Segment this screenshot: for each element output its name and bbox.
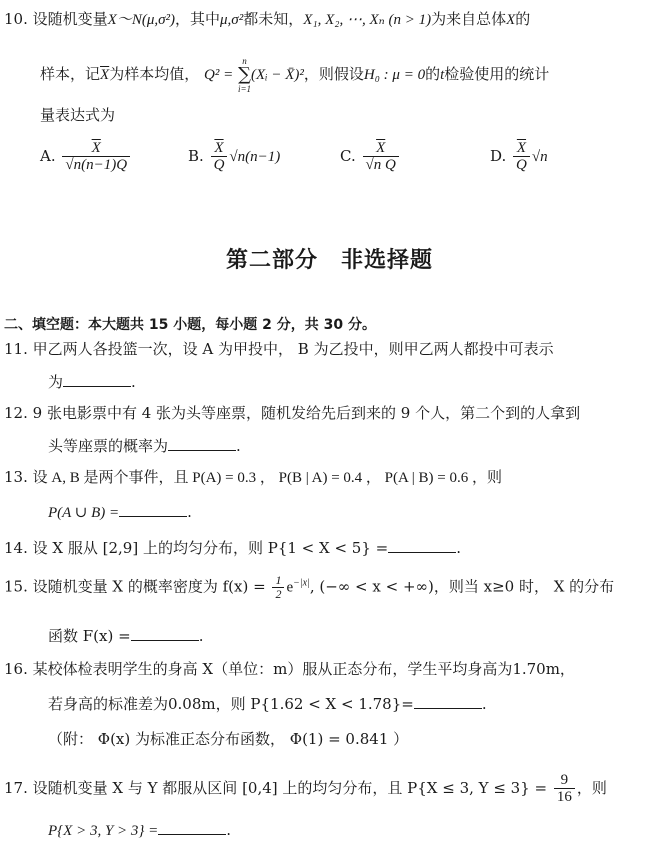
q16-line2 [48,694,487,713]
q11-text: 甲乙两人各投篮一次，设 A 为甲投中， B 为乙投中，则甲乙两人都投中可表示 [32,340,554,358]
q10-xbar: $\overline{X}$ [100,67,110,83]
q17-number: 17. [4,779,28,797]
q13-line1 [4,468,502,487]
fraction-numerator: $\overline{X}$ [91,140,101,156]
q12-line2 [48,436,241,455]
q17-period: . [226,821,232,839]
fraction-denominator: 2 [272,587,284,601]
q12-line1 [4,404,580,422]
q11-line2 [48,372,136,391]
q10-text: ，则假设 [303,65,364,83]
fraction-numerator: 1 [275,573,282,587]
q16-number: 16. [4,660,28,678]
q10-option-a [40,140,132,174]
fraction-numerator: $\overline{X}$ [376,140,386,156]
q15-exp-power: −|x| [293,577,310,589]
q11-answer-blank[interactable] [63,372,131,387]
q17-fraction [554,772,575,806]
fraction-denominator: Q [211,156,228,174]
q10-q-rhs: (Xᵢ − X̄)² [251,67,304,83]
q10-sum-bottom: i=1 [237,84,252,94]
q14-period: . [456,539,461,557]
q15-line2 [48,626,203,645]
q10-text: 的 [425,65,441,83]
q13-text: 设 A, B 是两个事件，且 P(A) = 0.3 ， P(B | A) = 0.4 ， P(A | B) = 0.6 ，则 [32,470,502,486]
q16-answer-blank[interactable] [414,694,482,709]
q10-var-x: X [506,12,516,28]
q16-text: 若身高的标准差为0.08m，则 P{1.62 < X < 1.78}= [48,695,414,713]
q10-option-d [490,140,548,174]
option-d-fraction [513,140,530,174]
fraction-numerator: $\overline{X}$ [214,140,224,156]
q17-line1 [4,772,607,806]
q10-params: μ,σ² [220,12,244,28]
q15-answer-blank[interactable] [131,626,199,641]
q15-line1 [4,574,614,601]
q13-expression: P(A ∪ B) = [48,505,120,521]
q15-exp-base: e [286,579,294,596]
q17-expression: P{X > 3, Y > 3} = [48,823,159,839]
fraction-denominator: 16 [554,788,575,806]
q15-text: 函数 F(x) = [48,627,131,645]
fraction-numerator: $\overline{X}$ [516,140,527,156]
q12-period: . [236,437,241,455]
q13-line2 [48,502,192,522]
q10-text: 为样本均值， [109,65,200,83]
option-label: A. [40,147,56,165]
q13-number: 13. [4,468,28,486]
q10-text: ，其中 [175,10,221,28]
q10-sum-symbol: ∑ [238,64,251,85]
q12-text: 9 张电影票中有 4 张为头等座票，随机发给先后到来的 9 个人，第二个到的人拿到 [32,404,581,422]
option-b-fraction [211,140,228,174]
q10-line2 [40,56,549,94]
q10-option-b [188,140,280,174]
q10-text: 的 [515,10,531,28]
q13-period: . [187,503,192,521]
q10-text: 为来自总体 [431,10,507,28]
q16-period: . [481,695,487,713]
q10-line1 [4,10,530,29]
q10-hypothesis: H₀ : μ = 0 [363,67,426,83]
option-label: D. [490,147,507,165]
q11-line1 [4,340,554,358]
section-two-heading: 二、填空题：本大题共 15 小题，每小题 2 分，共 30 分。 [4,317,376,333]
q10-line3: 量表达式为 [40,106,116,124]
q11-period: . [131,373,136,391]
q12-text: 头等座票的概率为 [48,437,169,455]
q10-sum-top: n [242,56,247,66]
q10-t: t [440,67,445,83]
q17-line2 [48,820,231,840]
fraction-denominator: √n(n−1)Q [62,156,130,174]
q10-text: 都未知， [243,10,304,28]
option-b-radical: √n(n−1) [229,149,281,165]
q10-summation [238,56,251,94]
q15-text: 设随机变量 X 的概率密度为 f(x) = [32,577,266,596]
q10-option-c [340,140,401,174]
q15-number: 15. [4,577,28,596]
q13-answer-blank[interactable] [119,502,187,517]
q15-period: . [198,627,204,645]
option-c-fraction [363,140,399,174]
option-a-fraction [62,140,130,174]
option-label: B. [188,147,204,165]
option-d-radical: √n [531,149,548,165]
q17-answer-blank[interactable] [158,820,226,835]
q10-text: 检验使用的统计 [444,65,550,83]
q11-text: 为 [48,373,64,391]
option-label: C. [340,147,356,165]
q10-q-lhs: Q² = [203,67,234,83]
q14-number: 14. [4,539,28,557]
q17-text: 设随机变量 X 与 Y 都服从区间 [0,4] 上的均匀分布，且 P{X ≤ 3, Y ≤ 3} = [32,779,548,797]
fraction-denominator: Q [513,156,530,174]
fraction-denominator: √n Q [363,156,399,174]
q14-line1 [4,538,461,557]
fraction-numerator: 9 [560,772,569,788]
q10-distribution: X～N(μ,σ²) [107,12,175,28]
q12-answer-blank[interactable] [168,436,236,451]
q14-answer-blank[interactable] [388,538,456,553]
q11-number: 11. [4,340,28,358]
q15-fraction [272,574,284,601]
q16-text: 某校体检表明学生的身高 X（单位：m）服从正态分布，学生平均身高为1.70m， [32,660,575,678]
q10-text: 设随机变量 [32,10,108,28]
q15-text: , (−∞ < x < +∞)，则当 x≥0 时， X 的分布 [309,577,615,596]
q10-text: 样本，记 [40,65,101,83]
q16-line3: （附： Φ(x) 为标准正态分布函数， Φ(1) = 0.841 ） [48,730,409,748]
q14-text: 设 X 服从 [2,9] 上的均匀分布，则 P{1 < X < 5} = [32,539,389,557]
q10-samples: X₁, X₂, ⋯, Xₙ (n > 1) [303,12,432,28]
q12-number: 12. [4,404,28,422]
q16-line1 [4,660,575,678]
q17-text: ，则 [576,779,607,797]
q10-number: 10. [4,10,28,28]
part-two-title: 第二部分 非选择题 [225,248,433,273]
